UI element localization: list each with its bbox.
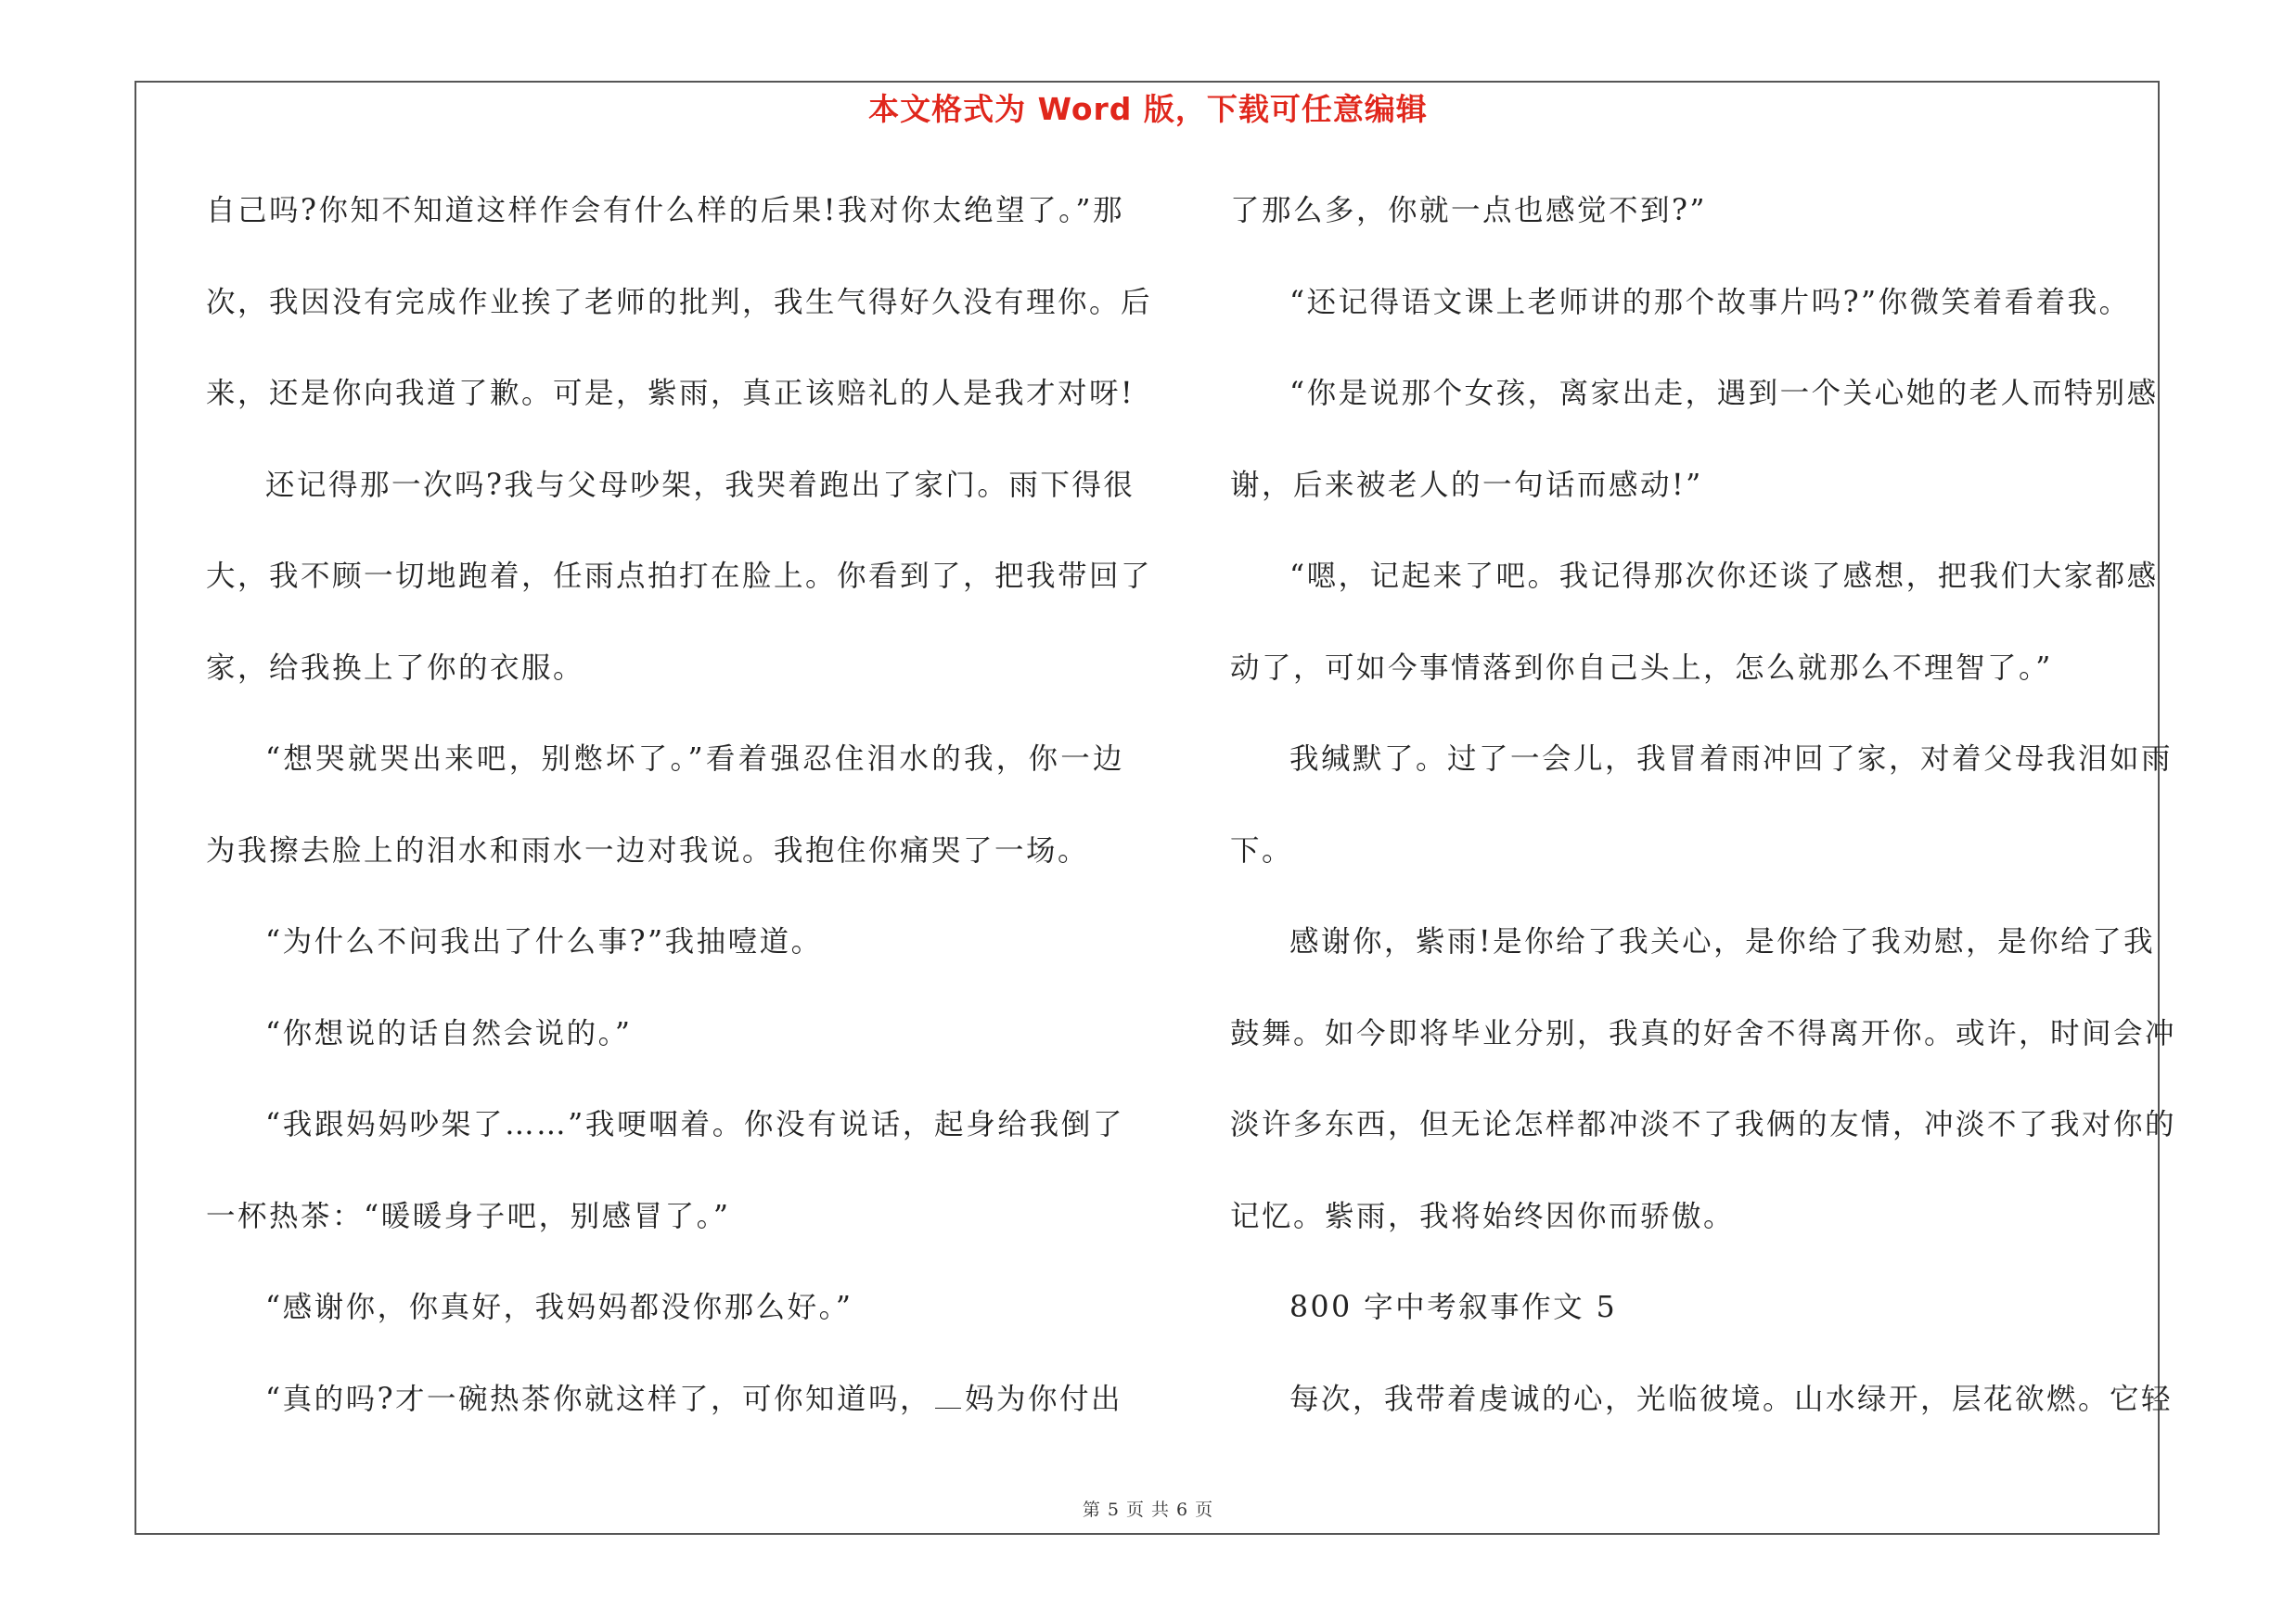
text-line: 下。: [1230, 833, 1294, 868]
text-line: 淡许多东西，但无论怎样都冲淡不了我俩的友情，冲淡不了我对你的: [1230, 1108, 2177, 1141]
text-line: 800 字中考叙事作文 5: [1289, 1291, 1618, 1324]
text-line: 鼓舞。如今即将毕业分别，我真的好舍不得离开你。或许，时间会冲: [1230, 1016, 2177, 1050]
text-line: “为什么不问我出了什么事?”我抽噎道。: [265, 925, 823, 959]
text-line: “还记得语文课上老师讲的那个故事片吗?”你微笑着看着我。: [1289, 285, 2131, 319]
left-text-column: [206, 182, 1153, 1462]
text-line: 我缄默了。过了一会儿，我冒着雨冲回了家，对着父母我泪如雨: [1289, 742, 2174, 776]
text-line: 动了，可如今事情落到你自己头上，怎么就那么不理智了。”: [1230, 650, 2053, 685]
text-line: “我跟妈妈吵架了……”我哽咽着。你没有说话，起身给我倒了: [265, 1108, 1124, 1141]
text-line: 感谢你，紫雨!是你给了我关心，是你给了我劝慰，是你给了我: [1289, 925, 2156, 959]
text-line: 了那么多，你就一点也感觉不到?”: [1230, 194, 1707, 227]
text-line: 为我擦去脸上的泪水和雨水一边对我说。我抱住你痛哭了一场。: [206, 833, 1090, 868]
text-line: 还记得那一次吗?我与父母吵架，我哭着跑出了家门。雨下得很: [265, 468, 1135, 502]
text-line: “嗯，记起来了吧。我记得那次你还谈了感想，把我们大家都感: [1289, 560, 2159, 593]
page-number-footer: 第 5 页 共 6 页: [1082, 1500, 1214, 1520]
text-line: 家，给我换上了你的衣服。: [206, 650, 585, 685]
text-line: “你想说的话自然会说的。”: [265, 1016, 633, 1050]
text-line: “你是说那个女孩，离家出走，遇到一个关心她的老人而特别感: [1289, 377, 2159, 410]
format-notice-banner: 本文格式为 Word 版，下载可任意编辑: [868, 91, 1428, 127]
text-line: 来，还是你向我道了歉。可是，紫雨，真正该赔礼的人是我才对呀!: [206, 377, 1135, 410]
text-line: 次，我因没有完成作业挨了老师的批判，我生气得好久没有理你。后: [206, 285, 1153, 319]
text-line: “想哭就哭出来吧，别憋坏了。”看着强忍住泪水的我，你一边: [265, 742, 1124, 776]
text-segment: 妈为你付出: [965, 1382, 1123, 1416]
text-line: 每次，我带着虔诚的心，光临彼境。山水绿开，层花欲燃。它轻: [1289, 1382, 2174, 1416]
text-line: “感谢你，你真好，我妈妈都没你那么好。”: [265, 1291, 853, 1324]
text-line: [206, 1371, 1124, 1462]
text-segment: “真的吗?才一碗热茶你就这样了，可你知道吗，: [265, 1382, 931, 1416]
fill-in-blank: [935, 1389, 961, 1409]
right-text-column: [1230, 182, 2177, 1462]
text-line: 谢，后来被老人的一句话而感动!”: [1230, 468, 1703, 502]
text-line: 自己吗?你知不知道这样作会有什么样的后果!我对你太绝望了。”那: [206, 194, 1124, 227]
text-line: 记忆。紫雨，我将始终因你而骄傲。: [1230, 1199, 1736, 1233]
text-line: 一杯热茶：“暖暖身子吧，别感冒了。”: [206, 1199, 731, 1233]
text-line: 大，我不顾一切地跑着，任雨点拍打在脸上。你看到了，把我带回了: [206, 560, 1153, 593]
